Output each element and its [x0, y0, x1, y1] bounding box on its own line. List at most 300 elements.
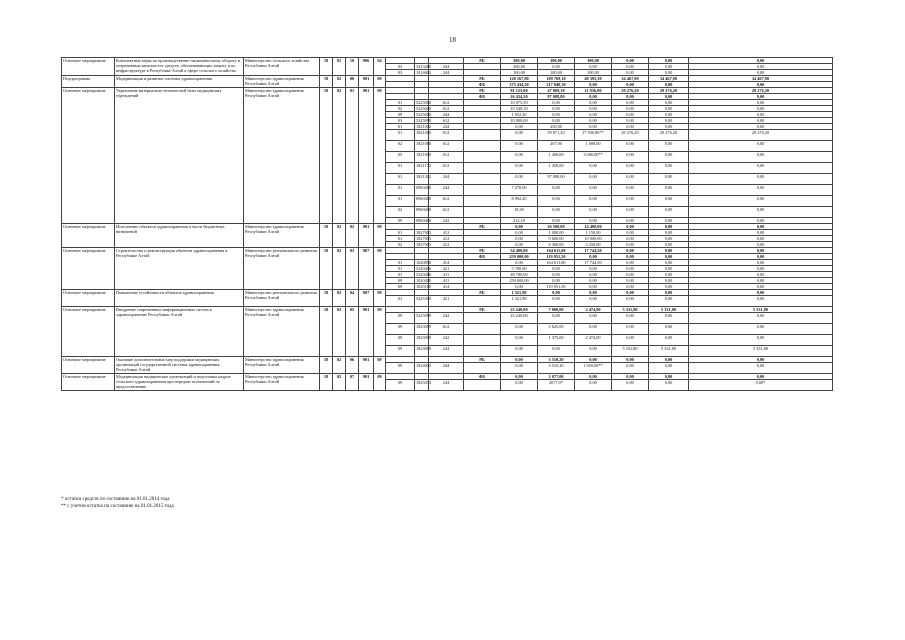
amount-cell: 0,00: [538, 207, 575, 218]
funding-source-cell: [464, 313, 501, 324]
amount-cell: 0,00: [612, 290, 649, 296]
target-item-cell: 1821302: [415, 174, 429, 185]
amount-cell: 29 276,20: [612, 130, 649, 141]
amount-cell: 14 400,00: [575, 224, 612, 230]
subsection-cell: 01: [386, 185, 415, 196]
amount-cell: 0,00: [575, 346, 612, 357]
amount-cell: 0,00: [649, 152, 689, 163]
code-cell: 18: [320, 58, 333, 76]
subsection-cell: 09: [386, 363, 415, 374]
amount-cell: 0,00: [689, 313, 833, 324]
amount-cell: 10 000,00: [575, 236, 612, 242]
program-name-cell: Внедрение современных информационных систем в здравоохранение Республики Алтай: [115, 307, 244, 357]
amount-cell: 0,00: [538, 278, 575, 284]
amount-cell: 0,00: [501, 242, 538, 248]
target-item-cell: 5225999: [415, 313, 429, 324]
amount-cell: 0,00: [649, 363, 689, 374]
funding-source-cell: [464, 163, 501, 174]
code-cell: 901: [359, 224, 374, 248]
amount-cell: 100,00: [538, 70, 575, 76]
amount-cell: 212,10: [501, 218, 538, 224]
program-type-cell: Основное мероприятие: [62, 307, 115, 357]
code-cell: 901: [359, 357, 374, 374]
amount-cell: 100,00: [575, 70, 612, 76]
code-cell: 02: [333, 290, 346, 307]
amount-cell: 0,00: [649, 230, 689, 236]
amount-cell: 48 395,30: [575, 76, 612, 82]
code-cell: 907: [359, 290, 374, 307]
funding-source-cell: [464, 207, 501, 218]
amount-cell: 0,00: [649, 284, 689, 290]
amount-cell: 217 040,30: [538, 82, 575, 88]
expense-type-cell: 244: [429, 174, 464, 185]
amount-cell: 0,00: [575, 284, 612, 290]
funding-source-cell: [464, 185, 501, 196]
amount-cell: 0,00: [575, 290, 612, 296]
code-cell: 07: [346, 374, 359, 391]
amount-cell: 164 611,80: [538, 248, 575, 254]
amount-cell: 0,00: [501, 224, 538, 230]
target-item-cell: 5220406: [416, 266, 432, 271]
amount-cell: 0,00: [538, 290, 575, 296]
target-item-cell: 1821172: [415, 163, 429, 174]
expense-type-cell: 244: [429, 64, 464, 70]
amount-cell: 300,00: [501, 58, 538, 64]
amount-cell: 0,00: [538, 112, 575, 118]
amount-cell: 2077,0*: [538, 380, 575, 391]
subsection-cell: 09: [386, 324, 415, 335]
code-cell: 02: [333, 307, 346, 357]
amount-cell: 0,00: [575, 374, 612, 380]
expense-type-cell: 412: [429, 236, 464, 242]
amount-cell: 34 467,90: [612, 76, 649, 82]
amount-cell: 34 467,90: [689, 76, 833, 82]
amount-cell: 0,00: [689, 357, 833, 363]
code-cell: 02: [333, 224, 346, 248]
amount-cell: 0,00: [649, 218, 689, 224]
target-item-cell: 1824003: [415, 363, 429, 374]
code-cell: 06: [346, 357, 359, 374]
code-cell: 09: [374, 374, 386, 391]
amount-cell: 0,00: [689, 230, 833, 236]
amount-cell: 10 075,50: [501, 100, 538, 106]
expense-type-cell: 421: [429, 296, 464, 307]
code-cell: 02: [333, 248, 346, 290]
subsection-cell: 01: [386, 174, 415, 185]
amount-cell: 0,00: [501, 130, 538, 141]
program-type-cell: Основное мероприятие: [62, 224, 115, 248]
subsection-cell: 01: [386, 266, 415, 272]
amount-cell: 0,00: [612, 254, 649, 260]
funding-source-cell: РБ: [464, 58, 501, 64]
amount-cell: 100,00: [538, 58, 575, 64]
amount-cell: 97 088,80: [538, 94, 575, 100]
amount-cell: 275 434,20: [501, 82, 538, 88]
amount-cell: 54 480,00: [501, 248, 538, 254]
amount-cell: 10 000,00: [501, 118, 538, 124]
target-item-cell: 1827003: [416, 242, 432, 247]
code-cell: 05: [346, 307, 359, 357]
executor-cell: Министерство здравоохранения Республики Алтай: [244, 88, 320, 224]
amount-cell: 0,00: [649, 357, 689, 363]
amount-cell: 0,00: [649, 106, 689, 112]
expense-type-cell: 412: [429, 230, 464, 236]
amount-cell: 0,00: [689, 106, 833, 112]
amount-cell: 0,00: [612, 218, 649, 224]
code-cell: 09: [374, 76, 386, 88]
amount-cell: 0,00: [689, 266, 833, 272]
amount-cell: 0,00: [575, 266, 612, 272]
program-type-cell: Основное мероприятие: [62, 357, 115, 374]
expense-type-cell: 242: [429, 313, 464, 324]
amount-cell: 0,00: [649, 100, 689, 106]
target-item-cell: 1020410: [416, 278, 432, 283]
code-cell: 09: [374, 224, 386, 248]
amount-cell: 23 240,00: [501, 307, 538, 313]
program-name-cell: Оказание дополнительных мер поддержки медицинских организаций государственной системы здравоохранения Республики Алтай: [115, 357, 244, 374]
amount-cell: 0,00: [649, 82, 689, 88]
target-item-cell: 5225000: [416, 100, 432, 105]
expense-type-cell: 612: [429, 163, 464, 174]
amount-cell: 0,00: [649, 112, 689, 118]
amount-cell: 0,00: [501, 363, 538, 374]
amount-cell: 7 000,00: [538, 307, 575, 313]
target-item-cell: 1821000: [415, 152, 429, 163]
amount-cell: 0,00: [689, 218, 833, 224]
expense-type-cell: 612: [429, 106, 464, 112]
expense-type-cell: 244: [429, 346, 464, 357]
amount-cell: 0,00: [649, 236, 689, 242]
code-cell: 901: [359, 374, 374, 391]
funding-source-cell: РБ: [464, 224, 501, 230]
program-name-cell: Строительство и реконструкция объектов здравоохранения в Республике Алтай: [115, 248, 244, 290]
amount-cell: 7 270,00: [501, 185, 538, 196]
amount-cell: 0,00: [612, 106, 649, 112]
amount-cell: 0,00: [575, 118, 612, 124]
code-cell: 18: [320, 374, 333, 391]
executor-cell: Министерство здравоохранения Республики Алтай: [244, 374, 320, 391]
amount-cell: 47 869,10: [538, 88, 575, 94]
amount-cell: 29 276,20: [689, 88, 833, 94]
subsection-cell: 01: [386, 100, 415, 106]
footnote-2: ** с учетом остатка по состоянию на 01.01.2015 года: [61, 504, 174, 509]
subsection-cell: 01: [386, 230, 415, 236]
amount-cell: 0,00: [575, 185, 612, 196]
amount-cell: 0,00: [501, 284, 538, 290]
code-cell: 18: [320, 248, 333, 290]
expense-type-cell: 612: [429, 152, 464, 163]
code-cell: 901: [359, 307, 374, 357]
subsection-cell: 09: [386, 313, 415, 324]
amount-cell: 0,00: [575, 357, 612, 363]
amount-cell: 0,00: [689, 94, 833, 100]
subsection-cell: 09: [386, 335, 415, 346]
amount-cell: 0,00: [649, 118, 689, 124]
expense-type-cell: 612: [429, 141, 464, 152]
amount-cell: 0,00: [501, 335, 538, 346]
amount-cell: 0,00: [649, 254, 689, 260]
amount-cell: 0,00: [649, 163, 689, 174]
amount-cell: 109 769,10: [538, 76, 575, 82]
amount-cell: 3 250,00: [575, 242, 612, 248]
amount-cell: 0,00: [575, 254, 612, 260]
expense-type-cell: 612: [429, 100, 464, 106]
amount-cell: 17 744,50: [575, 248, 612, 254]
target-item-cell: 0960400: [415, 196, 429, 207]
amount-cell: 0,00: [612, 374, 649, 380]
code-cell: 01: [333, 58, 346, 76]
amount-cell: 0,00: [612, 236, 649, 242]
code-cell: 03: [346, 248, 359, 290]
amount-cell: 5 700,00: [501, 266, 538, 272]
funding-source-cell: [464, 174, 501, 185]
amount-cell: 0,00: [689, 185, 833, 196]
amount-cell: 1 000,00: [575, 141, 612, 152]
amount-cell: 29 276,20: [649, 88, 689, 94]
amount-cell: 0,00: [538, 100, 575, 106]
amount-cell: 0,00: [689, 290, 833, 296]
program-type-cell: Основное мероприятие: [62, 290, 115, 307]
amount-cell: 0,00: [612, 141, 649, 152]
amount-cell: 0,00: [612, 313, 649, 324]
amount-cell: 1 000,00: [538, 230, 575, 236]
amount-cell: 100,00: [501, 70, 538, 76]
amount-cell: 3 510,20: [538, 363, 575, 374]
target-item-cell: 1823009: [415, 335, 429, 346]
code-cell: 10: [346, 58, 359, 76]
executor-cell: Министерство сельского хозяйства Республики Алтай: [244, 58, 320, 76]
amount-cell: 17 744,50: [575, 260, 612, 266]
funding-source-cell: [464, 380, 501, 391]
subsection-cell: 09: [386, 380, 415, 391]
amount-cell: 0,00: [689, 254, 833, 260]
amount-cell: 0,00: [575, 174, 612, 185]
target-item-cell: 1825074: [415, 380, 429, 391]
amount-cell: 97 088,00: [538, 174, 575, 185]
amount-cell: 0,00: [501, 141, 538, 152]
amount-cell: 29 276,20: [612, 88, 649, 94]
amount-cell: 0,00: [501, 174, 538, 185]
amount-cell: 0,00: [538, 272, 575, 278]
amount-cell: 0,00: [538, 64, 575, 70]
funding-source-cell: РБ: [464, 76, 501, 82]
amount-cell: 0,00: [612, 64, 649, 70]
amount-cell: 0,00: [649, 260, 689, 266]
funding-source-cell: ФБ: [464, 94, 501, 100]
amount-cell: 259 000,00: [501, 278, 538, 284]
expense-type-cell: 412: [429, 242, 464, 248]
amount-cell: 5 331,80: [649, 307, 689, 313]
code-cell: 02: [333, 76, 346, 88]
amount-cell: 250,00: [538, 124, 575, 130]
target-item-cell: 5225000: [416, 112, 432, 117]
amount-cell: 0,00: [575, 100, 612, 106]
amount-cell: 0,00: [538, 218, 575, 224]
amount-cell: 2 077,00: [538, 374, 575, 380]
amount-cell: 0,00: [649, 141, 689, 152]
amount-cell: 5 331,80: [612, 307, 649, 313]
target-item-cell: 1025110: [416, 284, 431, 289]
subsection-cell: 01: [386, 124, 415, 130]
expense-type-cell: 242: [429, 218, 464, 224]
amount-cell: 0,00: [575, 94, 612, 100]
amount-cell: 0,00: [689, 141, 833, 152]
amount-cell: 0,00: [649, 374, 689, 380]
amount-cell: 0,00: [612, 357, 649, 363]
amount-cell: 0,00: [689, 236, 833, 242]
target-item-cell: 1914603: [416, 70, 432, 75]
amount-cell: 119 951,50: [538, 254, 575, 260]
budget-table: [61, 57, 833, 391]
amount-cell: 0,00: [575, 112, 612, 118]
subsection-cell: 02: [386, 141, 415, 152]
amount-cell: 0,00: [538, 296, 575, 307]
amount-cell: 0,00: [649, 64, 689, 70]
amount-cell: 0,00: [689, 278, 833, 284]
footnotes: [61, 496, 174, 510]
funding-source-cell: [464, 363, 501, 374]
expense-type-cell: 244: [429, 112, 464, 118]
amount-cell: 11 936,80: [575, 88, 612, 94]
amount-cell: 0,00: [612, 174, 649, 185]
amount-cell: 0,00: [575, 278, 612, 284]
amount-cell: 0,00: [612, 324, 649, 335]
code-cell: 02: [333, 357, 346, 374]
amount-cell: 0,00: [689, 242, 833, 248]
funding-source-cell: [464, 152, 501, 163]
amount-cell: 23 240,00: [501, 313, 538, 324]
subsection-cell: 09: [386, 218, 415, 224]
amount-cell: 0,00: [575, 163, 612, 174]
subsection-cell: 01: [386, 196, 415, 207]
amount-cell: 26 500,00: [538, 224, 575, 230]
amount-cell: 0,00: [689, 207, 833, 218]
amount-cell: 0,00: [612, 196, 649, 207]
amount-cell: 0,00: [575, 106, 612, 112]
amount-cell: 5 331,80: [612, 346, 649, 357]
amount-cell: 5 625,00: [538, 324, 575, 335]
program-name-cell: Повышение устойчивости объектов здравоохранения: [115, 290, 244, 307]
subsection-cell: 03: [386, 64, 415, 70]
amount-cell: 0,00: [649, 296, 689, 307]
amount-cell: 0,00: [575, 324, 612, 335]
program-type-cell: Основное мероприятие: [62, 88, 115, 224]
amount-cell: 0,00: [689, 335, 833, 346]
amount-cell: 0,00: [501, 152, 538, 163]
amount-cell: 0,00: [689, 224, 833, 230]
amount-cell: 0,00: [612, 163, 649, 174]
amount-cell: 0,00: [501, 163, 538, 174]
code-cell: 02: [333, 88, 346, 224]
subsection-cell: 01: [386, 236, 415, 242]
amount-cell: 0,00: [649, 272, 689, 278]
amount-cell: 0,00: [612, 58, 649, 64]
target-item-cell: 1827003: [416, 236, 432, 241]
code-cell: 18: [320, 290, 333, 307]
target-item-cell: 5225310: [415, 296, 429, 307]
subsection-cell: 09: [386, 278, 415, 284]
code-cell: 04: [374, 58, 386, 76]
target-item-cell: 0960400: [416, 218, 432, 223]
funding-source-cell: ФБ: [464, 82, 501, 88]
program-name-cell: Комплектные меры по производственно-экономическому обороту и оперативным каналом тех средств, обеспечивающих защиту и по инфраструктуре в Республике Алтай в сфере сельского хозяйства: [115, 58, 244, 76]
amount-cell: 0,00: [501, 230, 538, 236]
expense-type-cell: 612: [429, 196, 464, 207]
funding-source-cell: ФБ: [464, 374, 501, 380]
amount-cell: 0,00: [649, 335, 689, 346]
amount-cell: 8 992,20: [501, 196, 538, 207]
code-cell: 901: [359, 88, 374, 224]
amount-cell: 0,00: [689, 260, 833, 266]
program-type-cell: Основное мероприятие: [62, 248, 115, 290]
funding-source-cell: [464, 335, 501, 346]
code-cell: 18: [320, 307, 333, 357]
amount-cell: 17 936,80**: [575, 130, 612, 141]
amount-cell: 128 167,00: [501, 76, 538, 82]
funding-source-cell: РБ: [464, 88, 501, 94]
subsection-cell: 01: [386, 163, 415, 174]
amount-cell: 0,00: [575, 124, 612, 130]
amount-cell: 1 321,80: [501, 290, 538, 296]
amount-cell: 0,00: [501, 374, 538, 380]
amount-cell: 0,00: [575, 272, 612, 278]
amount-cell: 0,00: [538, 346, 575, 357]
executor-cell: Министерство регионального развития Республики Алтай: [244, 248, 320, 290]
amount-cell: 0,00: [649, 242, 689, 248]
amount-cell: 0,00: [612, 380, 649, 391]
amount-cell: 2 474,00: [575, 307, 612, 313]
code-cell: 02: [346, 224, 359, 248]
amount-cell: 6 300,00: [538, 242, 575, 248]
expense-type-cell: 242: [429, 335, 464, 346]
code-cell: 00: [346, 76, 359, 88]
subsection-cell: 03: [386, 70, 415, 76]
amount-cell: 1 650,00**: [575, 363, 612, 374]
amount-cell: 0,00: [649, 278, 689, 284]
subsection-cell: 01: [386, 260, 415, 266]
amount-cell: 0,00: [612, 260, 649, 266]
funding-source-cell: [464, 296, 501, 307]
amount-cell: 259 000,00: [501, 254, 538, 260]
amount-cell: 0,00: [538, 196, 575, 207]
amount-cell: 0,00: [612, 207, 649, 218]
amount-cell: 0,00: [612, 230, 649, 236]
amount-cell: 119 951,50: [538, 284, 575, 290]
expense-type-cell: 414: [429, 260, 464, 266]
executor-cell: Министерство здравоохранения Республики Алтай: [244, 307, 320, 357]
amount-cell: 0,00: [649, 94, 689, 100]
code-cell: 18: [320, 88, 333, 224]
amount-cell: 29 276,20: [649, 130, 689, 141]
amount-cell: 10 548,10: [501, 106, 538, 112]
subsection-cell: 01: [386, 130, 415, 141]
target-item-cell: 1821002: [416, 124, 432, 129]
amount-cell: 0,00: [575, 64, 612, 70]
target-item-cell: 1821000: [415, 141, 429, 152]
subsection-cell: 01: [386, 296, 415, 307]
amount-cell: 0,00: [612, 296, 649, 307]
funding-source-cell: РБ: [464, 290, 501, 296]
expense-type-cell: 244: [429, 124, 464, 130]
amount-cell: 164 611,80: [538, 260, 575, 266]
program-type-cell: Основное мероприятие: [62, 58, 115, 76]
amount-cell: 0,00: [689, 70, 833, 76]
code-cell: 18: [320, 357, 333, 374]
program-type-cell: Основное мероприятие: [62, 374, 115, 391]
amount-cell: 0,00: [575, 296, 612, 307]
amount-cell: 0,00: [612, 363, 649, 374]
amount-cell: 0,00: [649, 196, 689, 207]
